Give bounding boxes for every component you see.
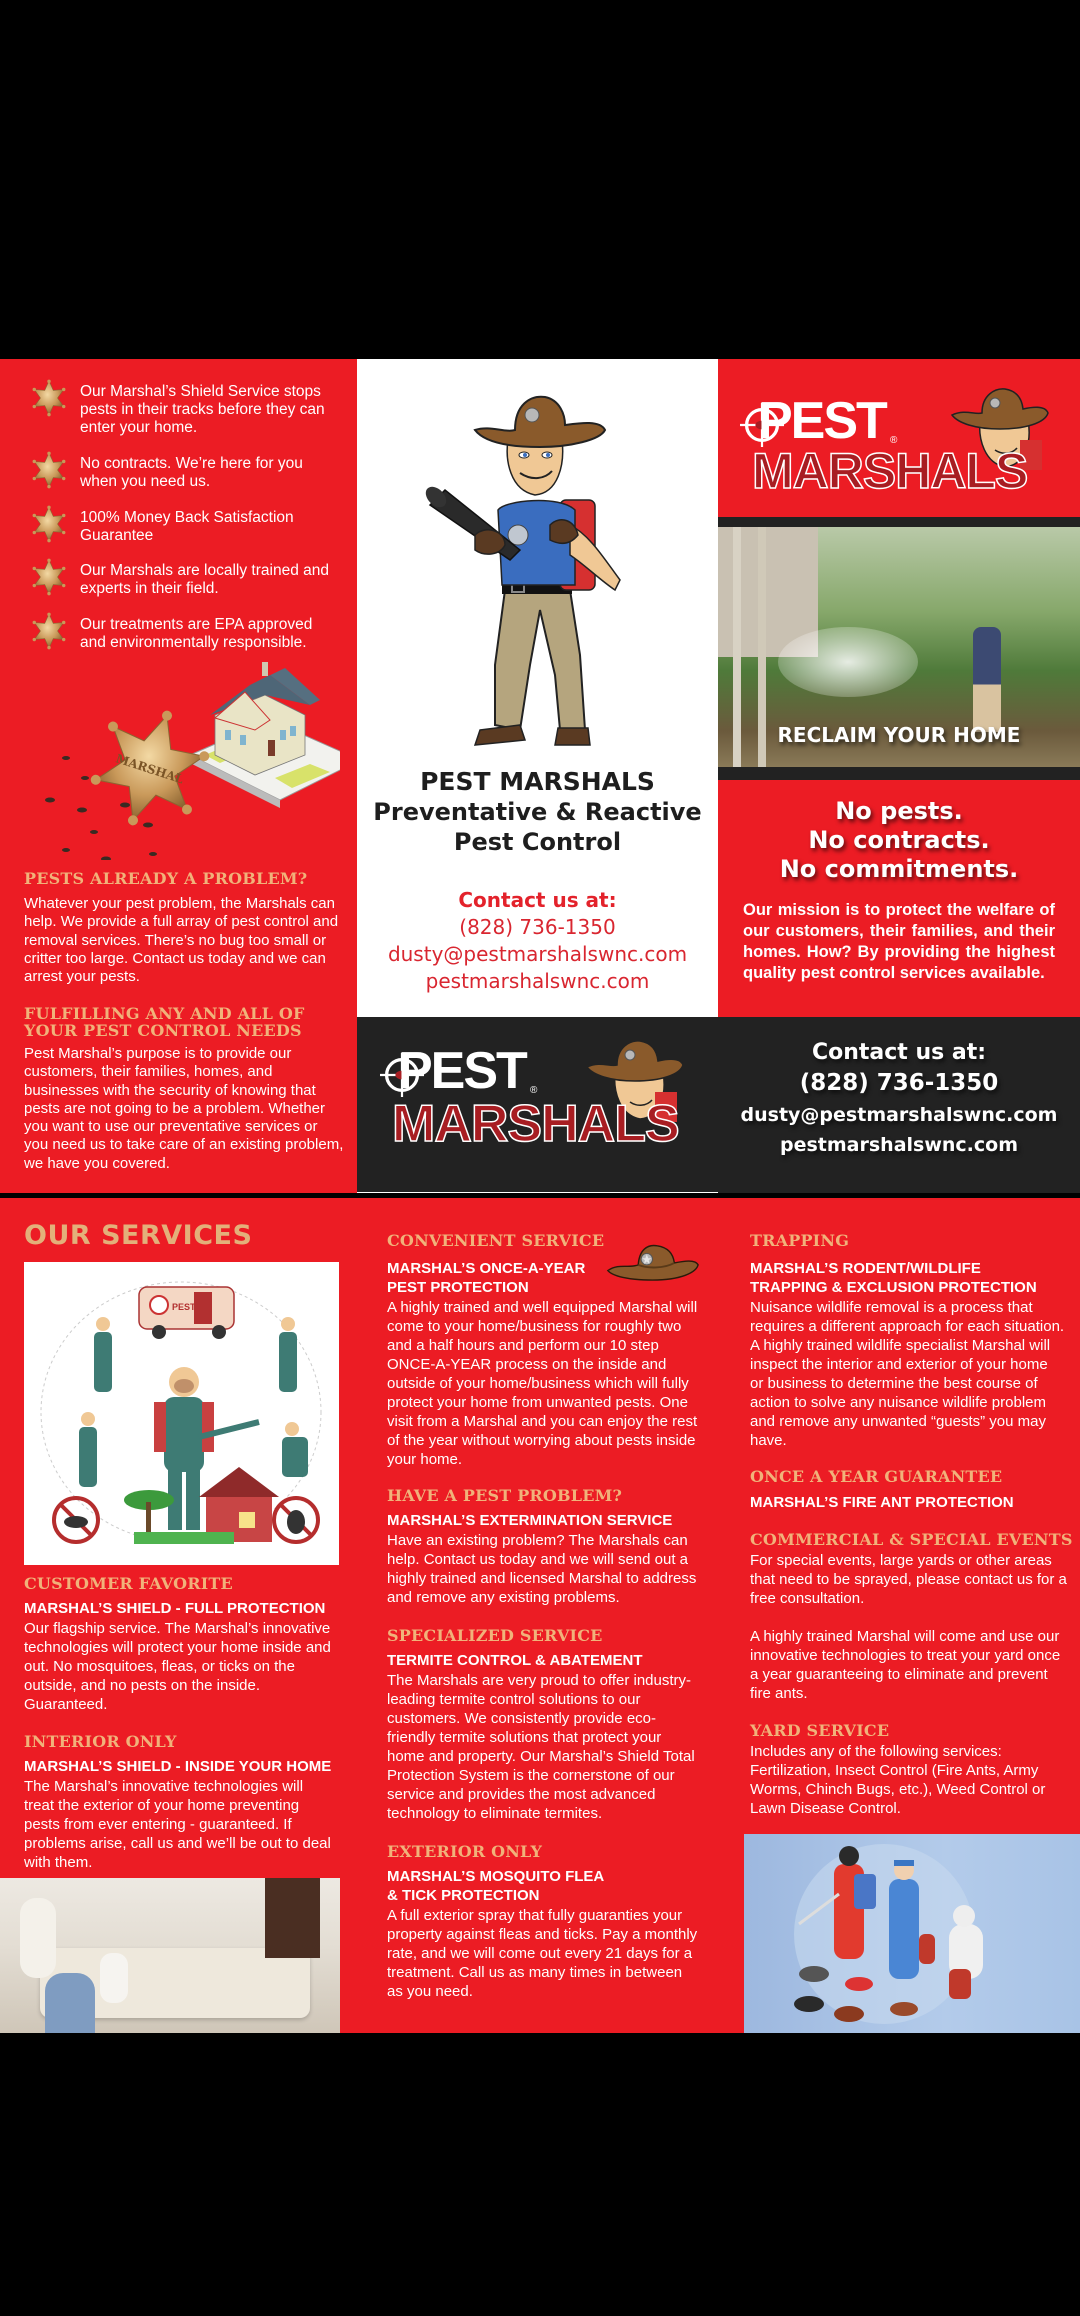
service-heading: CONVENIENT SERVICE [387, 1231, 605, 1250]
service-body: A full exterior spray that fully guaranties your property against fleas and ticks. Pay a monthly rate, and we will come out every 21 days for a treatment. Call us as many times in between as you need. [387, 1907, 698, 2000]
section-heading: PESTS ALREADY A PROBLEM? [24, 869, 308, 888]
logo-pest-word: PEST [398, 1042, 526, 1100]
person [45, 1973, 95, 2033]
spray-mist [778, 627, 918, 697]
tagline-line3: No commitments. [779, 855, 1019, 883]
service-heading: EXTERIOR ONLY [387, 1842, 543, 1861]
bullet-text: Our treatments are EPA approved and environmentally responsible. [80, 616, 313, 651]
service-body: The Marshal’s innovative technologies will treat the exterior of your home preventing pests from ever entering - guaranteed. If problems arise, call us and we’ll be out to deal with them. [24, 1778, 331, 1871]
service-heading: TRAPPING [750, 1231, 850, 1250]
service-subheading: & TICK PROTECTION [387, 1887, 540, 1904]
band-website-link[interactable]: pestmarshalswnc.com [779, 1134, 1019, 1156]
service-subheading: TRAPPING & EXCLUSION PROTECTION [750, 1279, 1037, 1296]
logo-marshals-word: MARSHALS [392, 1095, 679, 1153]
service-heading: CUSTOMER FAVORITE [24, 1574, 233, 1593]
exterminators-vs-insects-illustration [744, 1834, 1080, 2033]
contact-label: Contact us at: [458, 888, 617, 912]
band-bottom-line [357, 1192, 718, 1193]
service-heading: HAVE A PEST PROBLEM? [387, 1486, 623, 1505]
photo-caption: RECLAIM YOUR HOME [777, 723, 1021, 747]
section-heading: FULFILLING ANY AND ALL OF YOUR PEST CONTROL NEEDS [24, 1004, 305, 1040]
sheriff-star-icon [30, 558, 68, 596]
center-title-line1: PEST MARSHALS [420, 767, 655, 796]
service-subheading: TERMITE CONTROL & ABATEMENT [387, 1652, 643, 1669]
badge-house-illustration [30, 660, 340, 860]
services-title: OUR SERVICES [24, 1220, 253, 1251]
service-subheading: MARSHAL’S SHIELD - FULL PROTECTION [24, 1600, 326, 1617]
logo-pest-word: PEST [758, 392, 886, 450]
registered-mark: ® [530, 1085, 538, 1096]
service-body: Have an existing problem? The Marshals can help. Contact us today and we will send out a highly trained and licensed Marshal to address and remove any existing problems. [387, 1532, 697, 1606]
bullet-item [30, 616, 340, 652]
service-subheading: MARSHAL’S RODENT/WILDLIFE [750, 1260, 981, 1277]
section-body: Whatever your pest problem, the Marshals can help. We provide a full array of pest control and removal services. There’s no bug too small or critter too large. Contact us today and we can arrest your pests. [24, 895, 339, 986]
exterminators-graphic [24, 1262, 339, 1565]
service-body: A highly trained and well equipped Marshal will come to your home/business for roughly two and a half hours and perform our 10 step ONCE-A-YEAR process on the inside and outside of your home/business which will fully protect your home from unwanted pests. One visit from a Marshal and you can enjoy the rest of the year without worrying about pests inside your home. [387, 1299, 698, 1468]
tagline-line1: No pests. [835, 797, 963, 825]
mission-text: Our mission is to protect the welfare of our customers, their families, and their homes. How? By providing the highest quality pest control services available. [743, 901, 1055, 982]
service-heading: ONCE A YEAR GUARANTEE [750, 1467, 1003, 1486]
service-heading: COMMERCIAL & SPECIAL EVENTS [750, 1530, 1073, 1549]
bullet-text: Our Marshal’s Shield Service stops pests in their tracks before they can enter your home. [80, 383, 325, 436]
service-subheading: MARSHAL’S SHIELD - INSIDE YOUR HOME [24, 1758, 332, 1775]
service-body: Nuisance wildlife removal is a process that requires a different approach for each situation. A highly trained wildlife specialist Marshal will inspect the interior and exterior of your home or business to determine the best course of action to solve any nuisance wildlife problem and remove any unwanted “guests” you may have. [750, 1299, 1065, 1449]
sheriff-star-icon [30, 451, 68, 489]
service-subheading: MARSHAL’S MOSQUITO FLEA [387, 1868, 605, 1885]
sheriff-star-icon [30, 379, 68, 417]
service-body: For special events, large yards or other areas that need to be sprayed, please contact us for a free consultation. [750, 1552, 1067, 1607]
service-body: A highly trained Marshal will come and use our innovative technologies to treat your yard once a year guaranteeing to eliminate and prevent fire ants. [750, 1628, 1061, 1702]
service-body: Our flagship service. The Marshal’s innovative technologies will protect your home inside and out. No mosquitoes, fleas, or ticks on the outside, and no pests on the inside. Guaranteed. [24, 1620, 331, 1713]
registered-mark: ® [890, 435, 898, 446]
bullet-text: Our Marshals are locally trained and experts in their field. [80, 562, 329, 597]
exterminators-illustration [24, 1262, 339, 1565]
service-subheading: MARSHAL’S FIRE ANT PROTECTION [750, 1494, 1014, 1511]
contact-email-link[interactable]: dusty@pestmarshalswnc.com [387, 942, 688, 966]
sheriff-star-icon [30, 612, 68, 650]
service-body: The Marshals are very proud to offer industry-leading termite control solutions to our customers. We consistently provide eco-friendly termite solutions that protect your home and property. Our Marshal’s Shield Total Protection System is the cornerstone of our service and provides the most advanced technology to eliminate termites. [387, 1672, 695, 1822]
service-subheading: MARSHAL’S ONCE-A-YEAR [387, 1260, 586, 1277]
contact-website-link[interactable]: pestmarshalswnc.com [425, 969, 650, 993]
person [20, 1898, 56, 1978]
cabinet [265, 1878, 320, 1958]
service-heading: SPECIALIZED SERVICE [387, 1626, 603, 1645]
bullet-item [30, 562, 340, 598]
bullet-text: 100% Money Back Satisfaction Guarantee [80, 509, 294, 544]
bullet-item [30, 509, 340, 545]
person [100, 1953, 128, 2003]
van-label: PEST [172, 1302, 196, 1312]
center-title-line3: Pest Control [453, 828, 622, 856]
service-subheading: MARSHAL’S EXTERMINATION SERVICE [387, 1512, 673, 1529]
band-email-link[interactable]: dusty@pestmarshalswnc.com [740, 1104, 1058, 1126]
band-contact-label: Contact us at: [811, 1040, 987, 1065]
bullet-text: No contracts. We’re here for you when you need us. [80, 455, 303, 490]
cowboy-hat-icon [605, 1238, 700, 1286]
pest-marshals-logo [740, 392, 1070, 505]
section-body: Pest Marshal’s purpose is to provide our customers, their families, homes, and businesses with the security of knowing that pests are not going to be a problem. Whether you want to use our preventative services or you need us to take care of an existing problem, we have you covered. [24, 1045, 344, 1172]
badge-label: MARSHAL [114, 751, 186, 787]
service-heading: YARD SERVICE [750, 1721, 890, 1740]
exterminators-insects-graphic [744, 1834, 1080, 2033]
service-heading: INTERIOR ONLY [24, 1732, 177, 1751]
service-subheading: PEST PROTECTION [387, 1279, 529, 1296]
contact-phone-link[interactable]: (828) 736-1350 [459, 915, 616, 939]
tagline-line2: No contracts. [808, 826, 990, 854]
logo-marshals-word: MARSHALS [752, 443, 1028, 499]
band-phone-link[interactable]: (828) 736-1350 [799, 1070, 999, 1096]
center-title-line2: Preventative & Reactive [373, 798, 702, 826]
marshal-mascot-illustration [420, 385, 650, 755]
bullet-item [30, 455, 340, 491]
family-living-room-photo [0, 1878, 340, 2033]
bullet-item [30, 383, 340, 437]
service-body: Includes any of the following services: Fertilization, Insect Control (Fire Ants, Army Worms, Chinch Bugs, etc.), Weed Control or Lawn Disease Control. [750, 1743, 1046, 1817]
pest-marshals-logo-dark [380, 1042, 710, 1165]
sheriff-star-icon [30, 505, 68, 543]
technician [973, 627, 1001, 732]
